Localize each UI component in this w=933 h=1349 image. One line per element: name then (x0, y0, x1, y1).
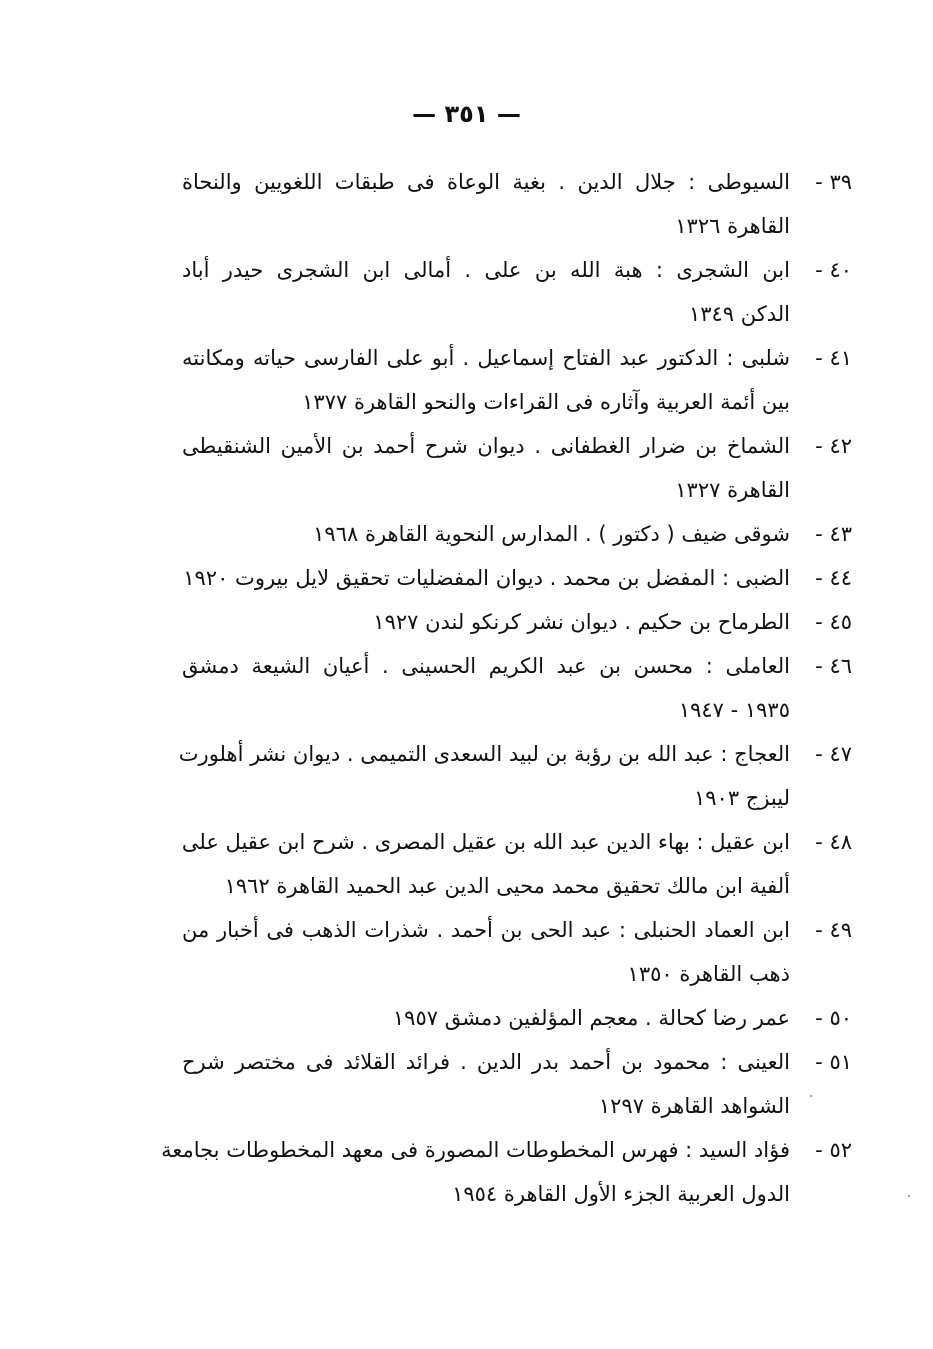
reference-line: العجاج : عبد الله بن رؤبة بن لبيد السعدى التميمى . ديوان نشر أهلورت (178, 742, 790, 766)
reference-text (182, 160, 790, 248)
reference-line: ابن عقيل : بهاء الدين عبد الله بن عقيل المصرى . شرح ابن عقيل على (181, 830, 790, 854)
reference-entry (182, 556, 852, 600)
reference-entry (182, 512, 852, 556)
reference-entry (182, 908, 852, 996)
reference-entry (182, 600, 852, 644)
reference-text (182, 1040, 790, 1128)
scan-speck (908, 1195, 910, 1197)
reference-number: ٤٨ - (815, 830, 852, 854)
reference-number: ٥٢ - (815, 1138, 852, 1162)
reference-text (182, 600, 790, 644)
reference-list (161, 160, 852, 1216)
reference-entry (182, 644, 852, 732)
reference-text (161, 1128, 790, 1216)
reference-text (182, 336, 790, 424)
reference-entry (182, 1040, 852, 1128)
scan-speck (810, 1095, 812, 1097)
reference-text (182, 820, 790, 908)
reference-text (182, 996, 790, 1040)
reference-line: ١٩٣٥ - ١٩٤٧ (678, 698, 790, 722)
reference-text (182, 644, 790, 732)
reference-line: شوقى ضيف ( دكتور ) . المدارس النحوية القاهرة ١٩٦٨ (313, 522, 790, 546)
reference-text (182, 424, 790, 512)
reference-entry (182, 424, 852, 512)
reference-number: ٤٦ - (815, 654, 852, 678)
reference-line: القاهرة ١٣٢٧ (675, 478, 790, 502)
reference-number: ٤٠ - (815, 258, 852, 282)
reference-line: ألفية ابن مالك تحقيق محمد محيى الدين عبد الحميد القاهرة ١٩٦٢ (224, 874, 790, 898)
reference-entry (161, 1128, 852, 1216)
reference-line: بين أئمة العربية وآثاره فى القراءات والنحو القاهرة ١٣٧٧ (302, 390, 790, 414)
reference-number: ٥١ - (815, 1050, 852, 1074)
reference-number: ٤٢ - (815, 434, 852, 458)
reference-line: العينى : محمود بن أحمد بدر الدين . فرائد القلائد فى مختصر شرح (182, 1050, 790, 1074)
reference-number: ٤٥ - (815, 610, 852, 634)
reference-entry (182, 248, 852, 336)
reference-line: الضبى : المفضل بن محمد . ديوان المفضليات تحقيق لايل بيروت ١٩٢٠ (183, 566, 790, 590)
reference-line: شلبى : الدكتور عبد الفتاح إسماعيل . أبو على الفارسى حياته ومكانته (182, 346, 790, 370)
reference-line: عمر رضا كحالة . معجم المؤلفين دمشق ١٩٥٧ (392, 1006, 790, 1030)
reference-line: الطرماح بن حكيم . ديوان نشر كرنكو لندن ١٩٢٧ (373, 610, 790, 634)
reference-entry (182, 336, 852, 424)
reference-line: ذهب القاهرة ١٣٥٠ (627, 962, 790, 986)
reference-number: ٤٩ - (815, 918, 852, 942)
reference-number: ٤١ - (815, 346, 852, 370)
reference-number: ٥٠ - (815, 1006, 852, 1030)
reference-number: ٤٤ - (815, 566, 852, 590)
reference-entry (182, 820, 852, 908)
page-number: — ٣٥١ — (412, 100, 521, 128)
reference-number: ٣٩ - (815, 170, 852, 194)
reference-line: الدول العربية الجزء الأول القاهرة ١٩٥٤ (452, 1182, 790, 1206)
reference-line: القاهرة ١٣٢٦ (675, 214, 790, 238)
reference-entry (178, 732, 852, 820)
reference-line: ابن الشجرى : هبة الله بن على . أمالى ابن الشجرى حيدر أباد (182, 258, 790, 282)
reference-entry (182, 996, 852, 1040)
reference-line: ابن العماد الحنبلى : عبد الحى بن أحمد . شذرات الذهب فى أخبار من (182, 918, 790, 942)
reference-line: ليبزج ١٩٠٣ (693, 786, 790, 810)
reference-text (182, 556, 790, 600)
reference-line: العاملى : محسن بن عبد الكريم الحسينى . أعيان الشيعة دمشق (182, 654, 790, 678)
reference-line: السيوطى : جلال الدين . بغية الوعاة فى طبقات اللغويين والنحاة (182, 170, 790, 194)
reference-line: الشواهد القاهرة ١٢٩٧ (598, 1094, 790, 1118)
reference-text (182, 908, 790, 996)
reference-entry (182, 160, 852, 248)
reference-number: ٤٣ - (815, 522, 852, 546)
reference-text (179, 732, 790, 820)
reference-number: ٤٧ - (815, 742, 852, 766)
reference-line: الدكن ١٣٤٩ (688, 302, 790, 326)
reference-text (182, 512, 790, 556)
reference-line: فؤاد السيد : فهرس المخطوطات المصورة فى معهد المخطوطات بجامعة (161, 1138, 790, 1162)
reference-line: الشماخ بن ضرار الغطفانى . ديوان شرح أحمد بن الأمين الشنقيطى (182, 434, 790, 458)
reference-text (182, 248, 790, 336)
